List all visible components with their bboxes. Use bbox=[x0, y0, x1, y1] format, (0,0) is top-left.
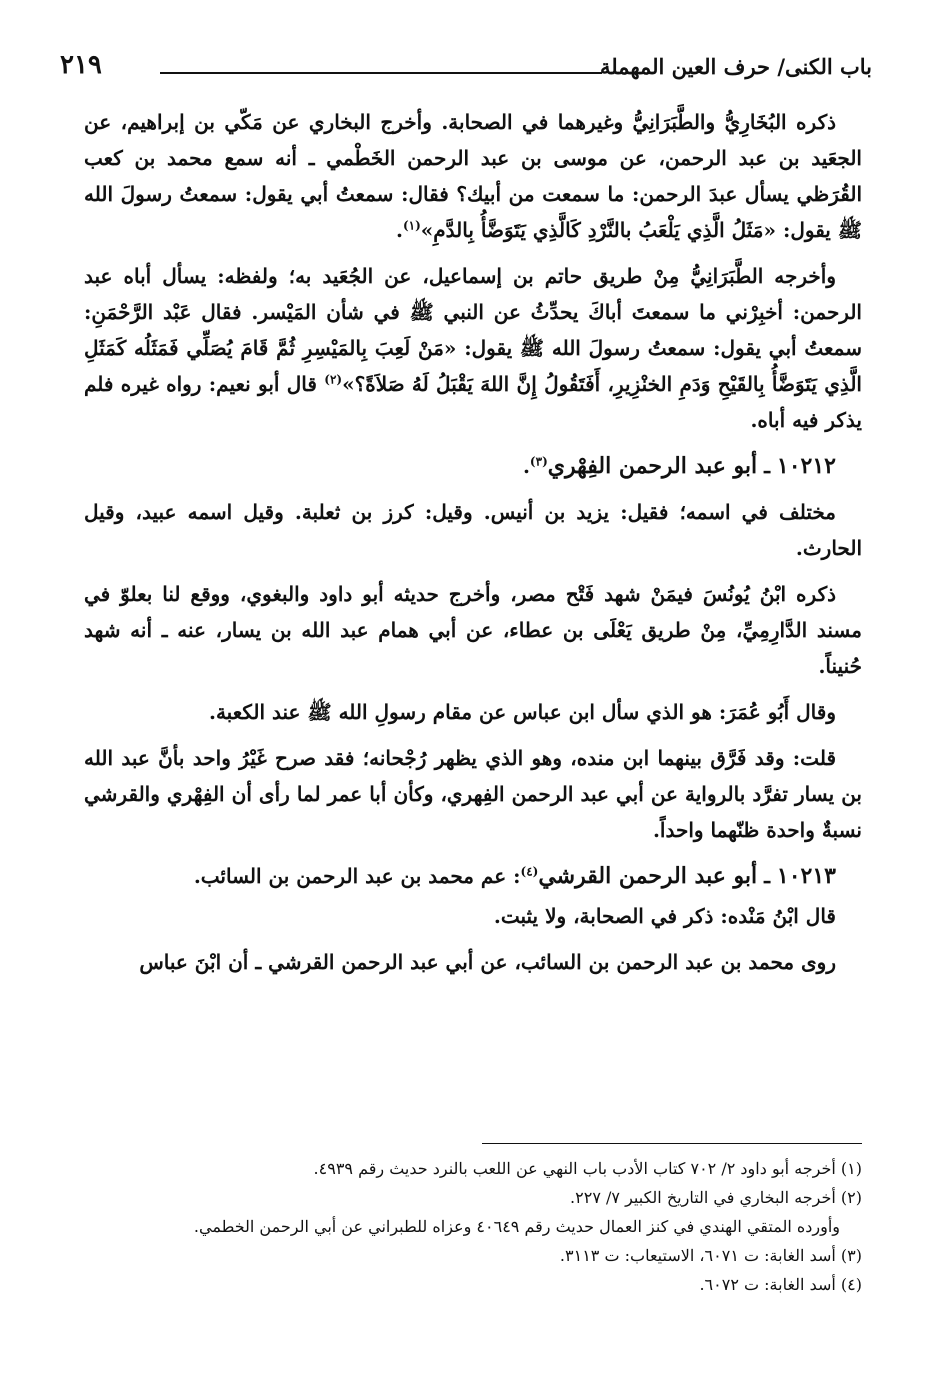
footnote-ref-1: (١) bbox=[402, 218, 421, 233]
entry-name: أبو عبد الرحمن الفِهْري bbox=[547, 453, 758, 479]
entry-end: . bbox=[522, 454, 530, 478]
paragraph-2-text: وأخرجه الطَّبَرَانِيُّ مِنْ طريق حاتم بن إسماعيل، عن الجُعَيد به؛ ولفظه: يسأل أباه عبد الرحمن: أخبِرْني ما سمعتَ أباكَ يحدِّثُ عن النبي ﷺ في شأن المَيْسر. فقال عَبْد الرَّحْمَنِ: سمعتُ أبي يقول: سمعتُ رسولَ الله ﷺ يقول: bbox=[84, 264, 862, 360]
entry-name: أبو عبد الرحمن القرشي bbox=[538, 863, 758, 889]
entry-end: : عم محمد بن عبد الرحمن بن السائب. bbox=[193, 864, 521, 888]
body-text bbox=[84, 104, 862, 990]
paragraph-3: مختلف في اسمه؛ فقيل: يزيد بن أنيس. وقيل: كرز بن ثعلبة. وقيل اسمه عبيد، وقيل الحارث. bbox=[84, 500, 862, 560]
entry-heading-10213 bbox=[84, 858, 862, 894]
footnote-ref-3: (٣) bbox=[529, 454, 548, 469]
footnote-ref-2: (٢) bbox=[324, 372, 343, 387]
header-rule bbox=[160, 72, 602, 74]
footnote-4: (٤) أسد الغابة: ت ٦٠٧٢. bbox=[699, 1275, 862, 1294]
hadith-quote-1: «مَثَلُ الَّذِي يَلْعَبُ بالنَّرْدِ كَالَّذِي يَتَوَضَّأُ بِالدَّمِ» bbox=[420, 218, 776, 242]
paragraph-2 bbox=[84, 258, 862, 438]
paragraph-1-text: ذكره البُخَارِيُّ والطَّبَرَانِيُّ وغيرهما في الصحابة. وأخرج البخاري عن مَكّي بن إبراهيم، عن الجعَيد بن عبد الرحمن، عن موسى بن عبد الرحمن الخَطْمي ـ أنه سمع محمد بن كعب القُرَظي يسأل عبدَ الرحمن: ما سمعت من أبيك؟ فقال: سمعتُ أبي يقول: سمعتُ رسولَ الله ﷺ يقول: bbox=[84, 110, 862, 242]
footnote-ref-4: (٤) bbox=[520, 864, 539, 879]
page-header bbox=[60, 46, 872, 90]
footnote-rule bbox=[482, 1143, 862, 1144]
paragraph-4: ذكره ابْنُ يُونُسَ فيمَنْ شهد فَتْح مصر، وأخرج حديثه أبو داود والبغوي، ووقع لنا بعلوّ في مسند الدَّارِمِيِّ، مِنْ طريق يَعْلَى بن عطاء، عن أبي همام عبد الله بن يسار، عنه ـ أنه شهد حُنيناً. bbox=[84, 582, 862, 678]
paragraph-2-end: قال أبو نعيم: رواه غيره فلم يذكر فيه أباه. bbox=[84, 372, 862, 432]
paragraph-1-end: . bbox=[396, 218, 403, 242]
footnotes bbox=[84, 1154, 862, 1299]
paragraph-8: روى محمد بن عبد الرحمن بن السائب، عن أبي عبد الرحمن القرشي ـ أن ابْنَ عباس bbox=[139, 950, 836, 974]
hadith-quote-2: «مَنْ لَعِبَ بِالمَيْسِرِ ثُمَّ قَامَ يُصَلِّي فَمَثَلُه كَمَثَلِ الَّذِي يَتَوَضَّأُ بِالقَيْحِ وَدَمِ الخنْزِيرِ، أَفَتَقُولُ إِنَّ اللهَ يَقْبَلُ لَهُ صَلاَةً؟» bbox=[84, 336, 862, 396]
entry-number: ١٠٢١٣ bbox=[776, 863, 836, 889]
footnote-3: (٣) أسد الغابة: ت ٦٠٧١، الاستيعاب: ت ٣١١٣. bbox=[559, 1246, 862, 1265]
entry-separator: ـ bbox=[757, 864, 777, 888]
entry-separator: ـ bbox=[757, 454, 777, 478]
paragraph-1 bbox=[84, 104, 862, 248]
paragraph-5: وقال أَبُو عُمَرَ: هو الذي سأل ابن عباس عن مقام رسولِ الله ﷺ عند الكعبة. bbox=[208, 700, 836, 724]
entry-number: ١٠٢١٢ bbox=[776, 453, 836, 479]
page-number: ٢١٩ bbox=[60, 50, 102, 80]
paragraph-7: قال ابْنُ مَنْده: ذكر في الصحابة، ولا يثبت. bbox=[493, 904, 836, 928]
footnote-1: (١) أخرجه أبو داود ٢/ ٧٠٢ كتاب الأدب باب النهي عن اللعب بالنرد حديث رقم ٤٩٣٩. bbox=[313, 1159, 862, 1178]
paragraph-6: قلت: وقد فَرَّق بينهما ابن منده، وهو الذي يظهر رُجْحانه؛ فقد صرح غَيْرُ واحد بأنَّ عبد الله بن يسار تفرَّد بالرواية عن أبي عبد الرحمن الفِهري، وكأن أبا عمر لما رأى أن الفِهْري والقرشي نسبةٌ واحدة ظنّهما واحداً. bbox=[84, 746, 862, 842]
running-title: باب الكنى/ حرف العين المهملة bbox=[599, 54, 872, 79]
entry-heading-10212 bbox=[84, 448, 862, 484]
footnote-2-continued: وأورده المتقي الهندي في كنز العمال حديث رقم ٤٠٦٤٩ وعزاه للطبراني عن أبي الرحمن الخطمي. bbox=[193, 1217, 840, 1236]
footnote-2: (٢) أخرجه البخاري في التاريخ الكبير ٧/ ٢٢٧. bbox=[570, 1188, 862, 1207]
